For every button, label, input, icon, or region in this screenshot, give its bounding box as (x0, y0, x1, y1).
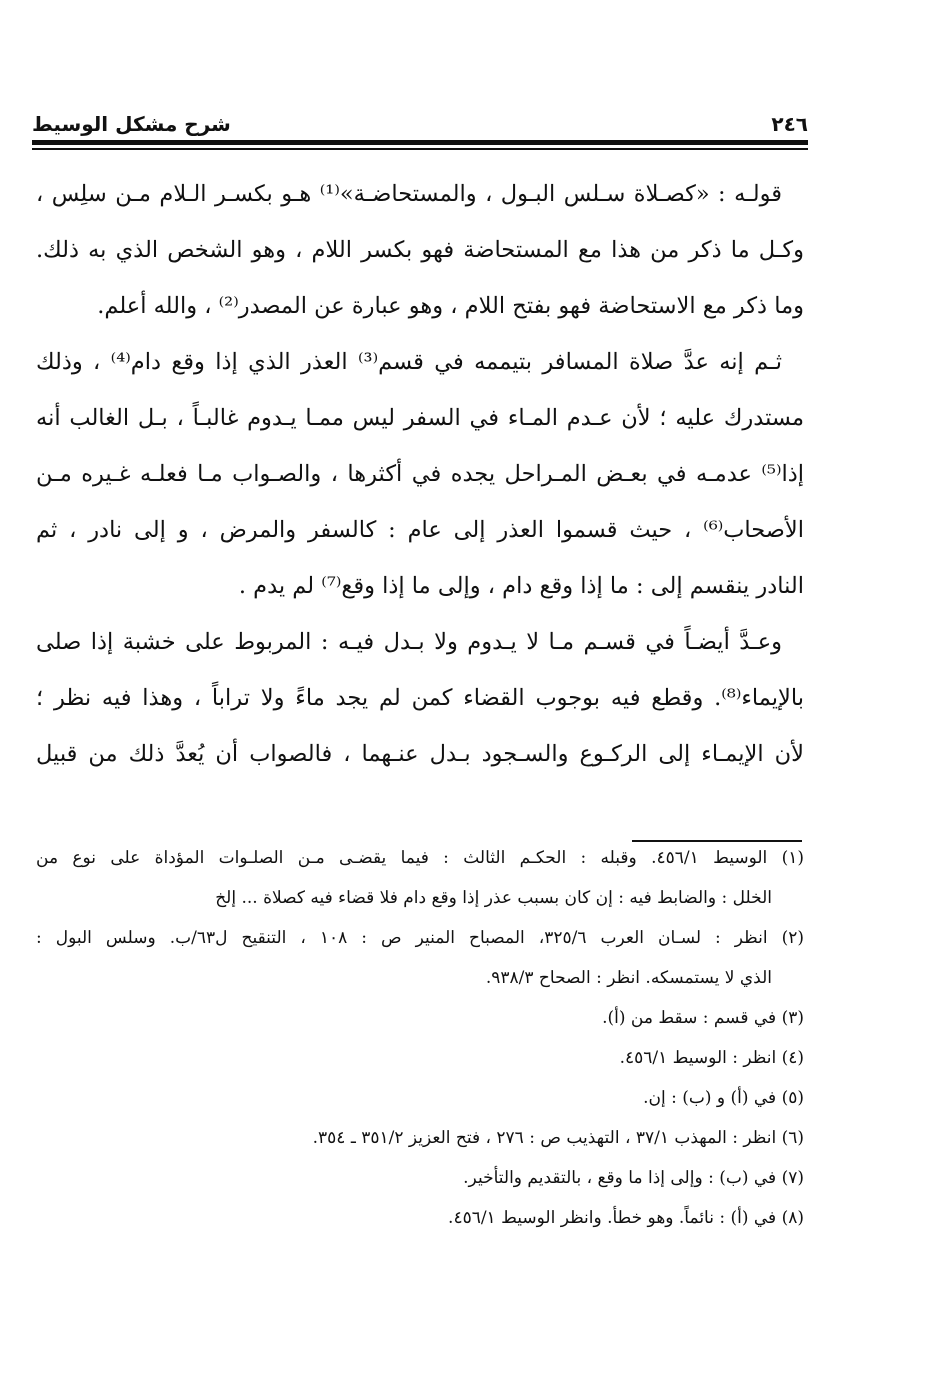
header-rule-thick (32, 140, 808, 145)
footnote-6: (٦) انظر : المهذب ٣٧/١ ، التهذيب ص : ٢٧٦ ، فتح العزيز ٣٥١/٢ ـ ٣٥٤. (312, 1128, 804, 1148)
footnote-4: (٤) انظر : الوسيط ٤٥٦/١. (619, 1048, 804, 1068)
main-text (36, 166, 804, 782)
footnote-1: (١) الوسيط ٤٥٦/١. وقبله : الحكـم الثالث : فيما يقضـى مـن الصلـوات المؤداة على نوع من (36, 848, 804, 868)
text-line: وكـل ما ذكر من هذا مع المستحاضة فهو بكسر اللام ، وهو الشخص الذي به ذلك. (36, 237, 804, 263)
text-line: إذا⁽⁵⁾ عدمـه في بعـض المـراحل يجده في أكثرها ، والصـواب مـا فعلـه غـيره مـن (36, 461, 804, 487)
text-line: وعـدَّ أيضـاً في قسـم مـا لا يـدوم ولا بـدل فيـه : المربوط على خشبة إذا صلى (36, 629, 782, 655)
footnote-7: (٧) في (ب) : وإلى إذا ما وقع ، بالتقديم والتأخير. (463, 1168, 804, 1188)
text-line: الأصحاب⁽⁶⁾ ، حيث قسموا العذر إلى عام : كالسفر والمرض ، و إلى نادر ، ثم (36, 517, 804, 543)
footnotes (36, 838, 804, 1238)
footnote-2-continued: الذي لا يستمسكه. انظر : الصحاح ٩٣٨/٣. (485, 968, 772, 988)
text-line: قولـه : «كصـلاة سـلس البـول ، والمستحاضـة»⁽¹⁾ هـو بكسـر الـلام مـن سلِس ، (36, 181, 782, 207)
footnote-5: (٥) في (أ) و (ب) : إن. (643, 1088, 804, 1108)
footnote-8: (٨) في (أ) : نائماً. وهو خطأ. وانظر الوسيط ٤٥٦/١. (448, 1208, 804, 1228)
text-line: لأن الإيمـاء إلى الركـوع والسـجود بـدل عنـهما ، فالصواب أن يُعدَّ ذلك من قبيل (36, 741, 804, 767)
text-line: وما ذكر مع الاستحاضة فهو بفتح اللام ، وهو عبارة عن المصدر⁽²⁾ ، والله أعلم. (97, 293, 804, 319)
text-line: ثـم إنه عدَّ صلاة المسافر بتيممه في قسم⁽³⁾ العذر الذي إذا وقع دام⁽⁴⁾ ، وذلك (36, 349, 782, 375)
text-line: مستدرك عليه ؛ لأن عـدم المـاء في السفر ليس ممـا يـدوم غالبـاً ، بـل الغالب أنه (36, 405, 804, 431)
footnote-2: (٢) انظر : لسـان العرب ٣٢٥/٦، المصباح المنير ص : ١٠٨ ، التنقيح ل٦٣/ب. وسلس البول : (36, 928, 805, 948)
footnote-1-continued: الخلل : والضابط فيه : إن كان بسبب عذر إذا وقع دام فلا قضاء فيه كصلاة ... إلخ (215, 888, 772, 908)
running-header (32, 108, 808, 136)
text-line: بالإيماء⁽⁸⁾. وقطع فيه بوجوب القضاء كمن لم يجد ماءً ولا تراباً ، وهذا فيه نظر ؛ (36, 685, 804, 711)
page-number: ٢٤٦ (771, 112, 808, 136)
header-rule-thin (32, 148, 808, 150)
footnote-3: (٣) في قسم : سقط من (أ). (602, 1008, 804, 1028)
book-title: شرح مشكل الوسيط (32, 112, 231, 136)
text-line: النادر ينقسم إلى : ما إذا وقع دام ، وإلى ما إذا وقع⁽⁷⁾ لم يدم . (238, 573, 804, 599)
